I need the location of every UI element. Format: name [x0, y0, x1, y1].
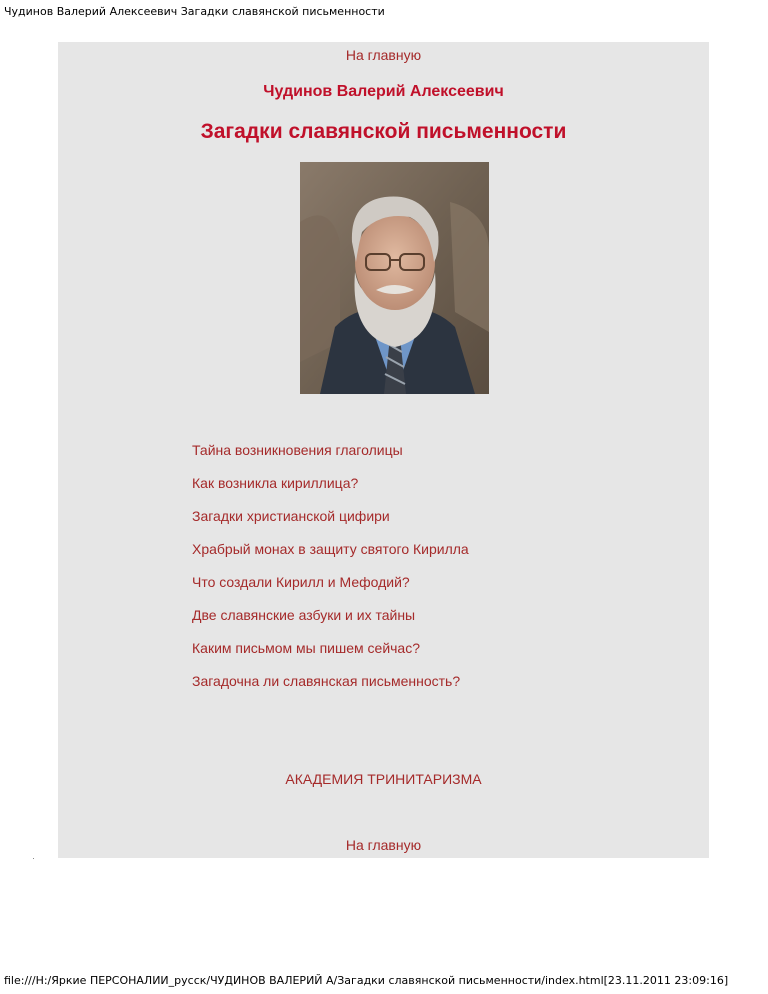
- toc-item[interactable]: Тайна возникновения глаголицы: [192, 442, 403, 458]
- academy-link[interactable]: АКАДЕМИЯ ТРИНИТАРИЗМА: [285, 771, 482, 787]
- toc-item[interactable]: Храбрый монах в защиту святого Кирилла: [192, 541, 469, 557]
- print-footer: file:///H:/Яркие ПЕРСОНАЛИИ_русск/ЧУДИНОВ ВАЛЕРИЙ А/Загадки славянской письменности/index.html[23.11.2011 23:09:16]: [4, 974, 729, 987]
- page-title: Загадки славянской письменности: [200, 120, 567, 143]
- content-panel: [58, 42, 709, 858]
- author-name: Чудинов Валерий Алексеевич: [263, 83, 504, 100]
- stray-dot: [33, 858, 34, 859]
- print-header: Чудинов Валерий Алексеевич Загадки славянской письменности: [4, 5, 385, 18]
- home-link-bottom[interactable]: На главную: [345, 837, 422, 853]
- toc-item[interactable]: Загадочна ли славянская письменность?: [192, 673, 461, 689]
- toc-item[interactable]: Каким письмом мы пишем сейчас?: [192, 640, 421, 656]
- author-portrait: [300, 162, 489, 394]
- home-link-top[interactable]: На главную: [345, 47, 422, 63]
- toc-item[interactable]: Загадки христианской цифири: [192, 508, 390, 524]
- toc-item[interactable]: Что создали Кирилл и Мефодий?: [192, 574, 410, 590]
- toc-item[interactable]: Как возникла кириллица?: [192, 475, 359, 491]
- toc-item[interactable]: Две славянские азбуки и их тайны: [192, 607, 416, 623]
- table-of-contents: [192, 442, 469, 706]
